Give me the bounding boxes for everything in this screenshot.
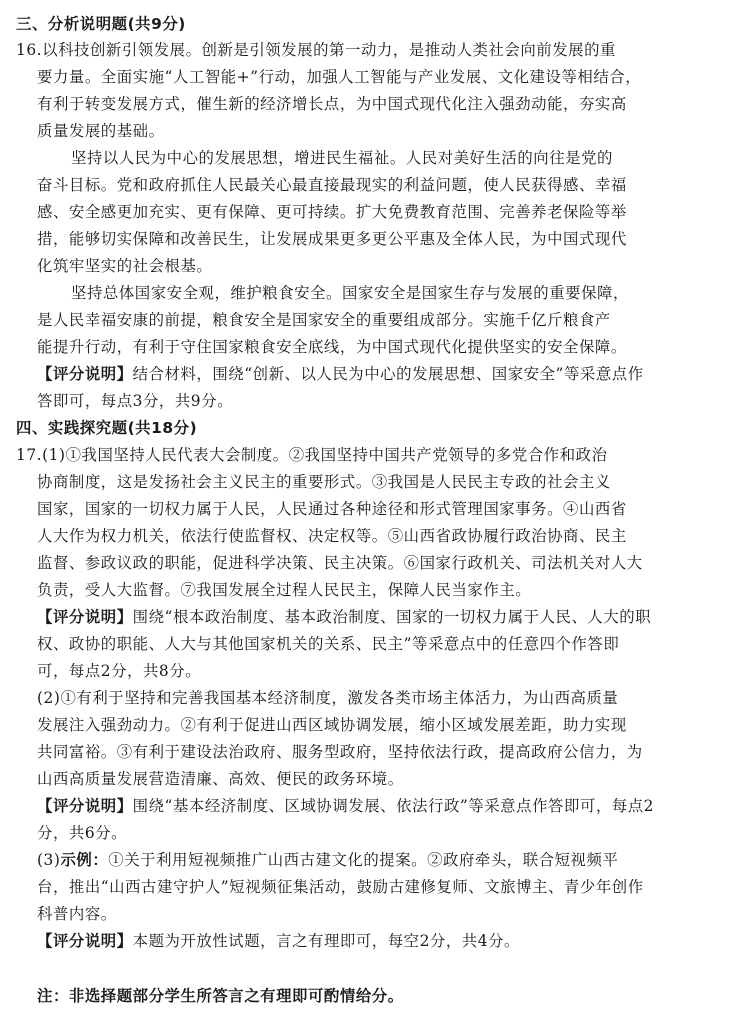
q17-p3-prefix: (3) [37,851,61,869]
q16-line: 奋斗目标。党和政府抓住人民最关心最直接最现实的利益问题，使人民获得感、幸福 [37,176,627,194]
section-4-heading: 四、实践探究题(共18分) [16,419,198,437]
q16-line: 措，能够切实保障和改善民生，让发展成果更多更公平惠及全体人民，为中国式现代 [37,230,627,248]
q17-p2-line: 发展注入强劲动力。②有利于促进山西区域协调发展，缩小区域发展差距，助力实现 [37,716,627,734]
q17-p1-scoring-line: 权、政协的职能、人大与其他国家机关的关系、民主”等采意点中的任意四个作答即 [37,635,620,653]
q17-p3-first-line [37,847,618,873]
q16-line: 是人民幸福安康的前提，粮食安全是国家安全的重要组成部分。实施千亿斤粮食产 [37,311,611,329]
example-label: 示例： [60,851,109,869]
q16-scoring [37,361,644,387]
scoring-text: 本题为开放性试题，言之有理即可，每空2分，共4分。 [132,932,520,950]
q17-p2-line: 山西高质量发展营造清廉、高效、便民的政务环境。 [37,770,404,788]
q16-line: 质量发展的基础。 [37,122,165,140]
scoring-label: 【评分说明】 [37,932,133,950]
q17-p2-line: 共同富裕。③有利于建设法治政府、服务型政府，坚持依法行政，提高政府公信力，为 [37,743,643,761]
footnote: 注：非选择题部分学生所答言之有理即可酌情给分。 [37,987,404,1005]
q17-p1-line: 17.(1)①我国坚持人民代表大会制度。②我国坚持中国共产党领导的多党合作和政治 [16,446,608,464]
q16-scoring-line: 答即可，每点3分，共9分。 [37,392,234,410]
q16-line: 16.以科技创新引领发展。创新是引领发展的第一动力，是推动人类社会向前发展的重 [16,41,616,59]
q16-line: 能提升行动，有利于守住国家粮食安全底线，为中国式现代化提供坚实的安全保障。 [37,338,627,356]
q17-p2-scoring [37,793,654,819]
q16-line: 坚持以人民为中心的发展思想，增进民生福祉。人民对美好生活的向往是党的 [71,149,613,167]
q16-line: 有利于转变发展方式，催生新的经济增长点，为中国式现代化注入强劲动能，夯实高 [37,95,627,113]
scoring-label: 【评分说明】 [37,365,133,383]
scoring-label: 【评分说明】 [37,608,133,626]
scoring-label: 【评分说明】 [37,797,133,815]
q16-line: 感、安全感更加充实、更有保障、更可持续。扩大免费教育范围、完善养老保险等举 [37,203,627,221]
q17-p3-line: 台，推出“山西古建守护人”短视频征集活动，鼓励古建修复师、文旅博主、青少年创作 [37,878,644,896]
q17-p1-line: 协商制度，这是发扬社会主义民主的重要形式。③我国是人民民主专政的社会主义 [37,473,611,491]
q16-line: 化筑牢坚实的社会根基。 [37,257,213,275]
q17-p2-scoring-line: 分，共6分。 [37,824,128,842]
q17-p1-scoring [37,604,651,630]
q17-p3-scoring [37,928,520,954]
section-3-heading: 三、分析说明题(共9分) [16,15,186,33]
scoring-text: 结合材料，围绕“创新、以人民为中心的发展思想、国家安全”等采意点作 [132,365,644,383]
q16-line: 坚持总体国家安全观，维护粮食安全。国家安全是国家生存与发展的重要保障， [71,284,629,302]
q17-p1-line: 负责，受人大监督。⑦我国发展全过程人民民主，保障人民当家作主。 [37,581,532,599]
q17-p1-line: 人大作为权力机关，依法行使监督权、决定权等。⑤山西省政协履行政治协商、民主 [37,527,627,545]
q17-p3-text: ①关于利用短视频推广山西古建文化的提案。②政府牵头，联合短视频平 [108,851,619,869]
scoring-text: 围绕“根本政治制度、基本政治制度、国家的一切权力属于人民、人大的职 [132,608,652,626]
q16-line: 要力量。全面实施“人工智能+”行动，加强人工智能与产业发展、文化建设等相结合， [37,68,642,86]
scoring-text: 围绕“基本经济制度、区域协调发展、依法行政”等采意点作答即可，每点2 [132,797,654,815]
q17-p3-line: 科普内容。 [37,905,117,923]
q17-p1-line: 国家，国家的一切权力属于人民，人民通过各种途径和形式管理国家事务。④山西省 [37,500,627,518]
q17-p2-line: (2)①有利于坚持和完善我国基本经济制度，激发各类市场主体活力，为山西高质量 [37,689,619,707]
q17-p1-scoring-line: 可，每点2分，共8分。 [37,662,202,680]
q17-p1-line: 监督、参政议政的职能，促进科学决策、民主决策。⑥国家行政机关、司法机关对人大 [37,554,643,572]
